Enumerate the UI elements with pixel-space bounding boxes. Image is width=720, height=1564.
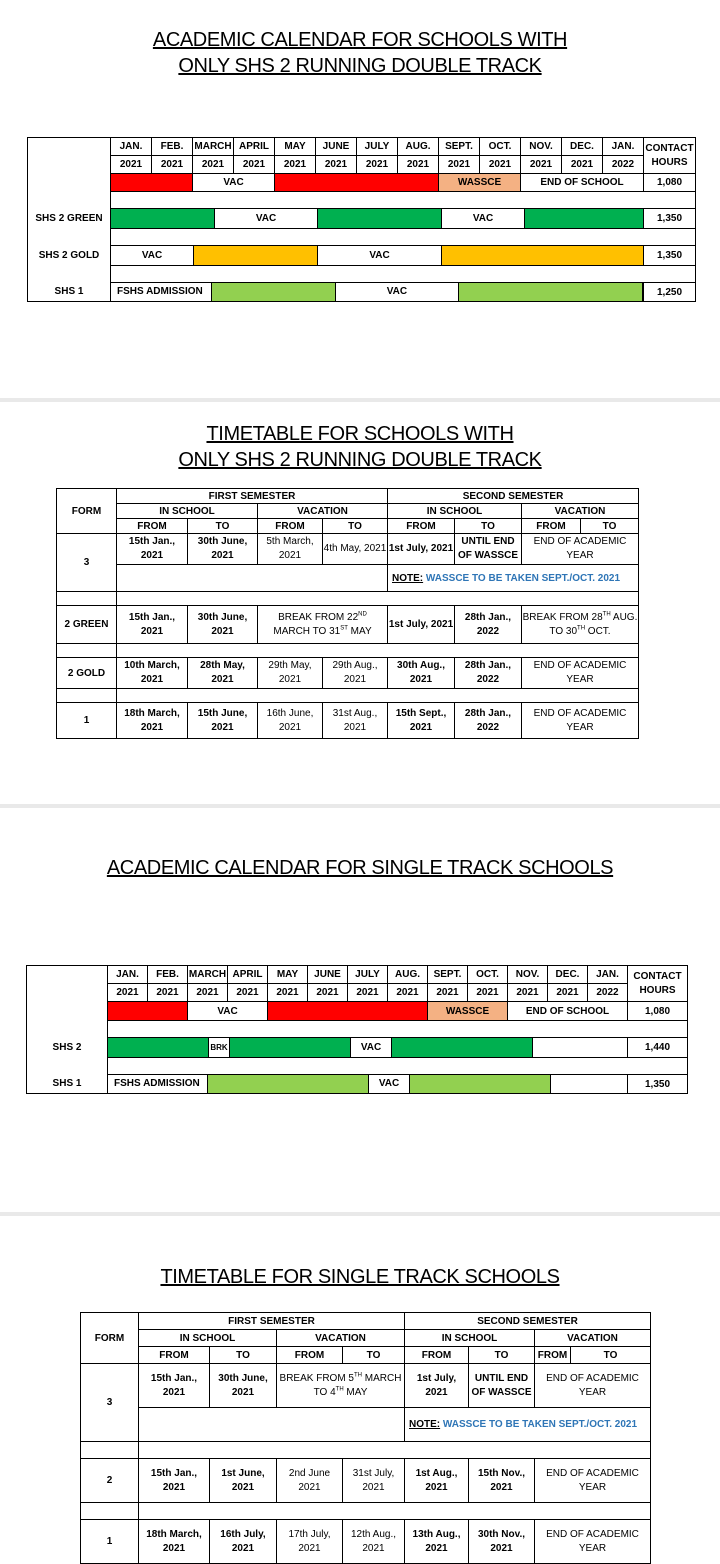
date-cell: 16th June, 2021 <box>258 703 323 739</box>
in-school-header: IN SCHOOL <box>388 504 522 519</box>
term-bar-light-green <box>459 283 643 301</box>
vac-cell: VAC <box>193 174 275 192</box>
break-cell: BREAK FROM 22ND MARCH TO 31ST MAY <box>258 606 388 644</box>
month-header: APRIL <box>228 966 268 984</box>
year-header: 2021 <box>357 156 398 174</box>
year-header: 2021 <box>316 156 357 174</box>
month-header: AUG. <box>388 966 428 984</box>
vacation-header: VACATION <box>277 1330 405 1347</box>
month-header: OCT. <box>468 966 508 984</box>
date-cell: 30th Nov., 2021 <box>469 1520 535 1564</box>
term-bar-green <box>525 209 643 228</box>
month-header: MAY <box>268 966 308 984</box>
form-cell <box>28 229 111 246</box>
first-semester-header: FIRST SEMESTER <box>139 1313 405 1330</box>
term-bar-light-green <box>208 1075 369 1093</box>
month-header: OCT. <box>480 138 521 156</box>
year-header: 2021 <box>468 984 508 1002</box>
date-cell: 15th Jan., 2021 <box>139 1364 210 1408</box>
to-header: TO <box>571 1347 651 1364</box>
date-cell: 2nd June 2021 <box>277 1459 343 1503</box>
month-header: JULY <box>348 966 388 984</box>
year-header: 2021 <box>188 984 228 1002</box>
term-bar-green <box>230 1038 351 1057</box>
calendar-single-track-table <box>26 965 688 1094</box>
empty-cell <box>551 1075 627 1093</box>
timeline-bar-shs2-green <box>111 209 644 229</box>
contact-hours-value: 1,250 <box>644 283 696 302</box>
date-cell: 29th May, 2021 <box>258 658 323 689</box>
form-label: 1 <box>57 703 117 739</box>
year-header: 2021 <box>268 984 308 1002</box>
date-cell: END OF ACADEMIC YEAR <box>535 1364 651 1408</box>
end-of-school-cell: END OF SCHOOL <box>521 174 644 192</box>
form-label: 3 <box>57 534 117 592</box>
form-header: FORM <box>57 489 117 534</box>
form-label: 2 GREEN <box>57 606 117 644</box>
year-header: 2021 <box>428 984 468 1002</box>
date-cell: 28th Jan., 2022 <box>455 703 522 739</box>
admission-cell: FSHS ADMISSION <box>108 1075 208 1093</box>
month-header: FEB. <box>152 138 193 156</box>
note-text: WASSCE TO BE TAKEN SEPT./OCT. 2021 <box>423 572 621 584</box>
spacer-row <box>139 1503 651 1520</box>
month-header: FEB. <box>148 966 188 984</box>
month-header: MARCH <box>188 966 228 984</box>
to-header: TO <box>455 519 522 534</box>
from-header: FROM <box>388 519 455 534</box>
date-cell: END OF ACADEMIC YEAR <box>535 1459 651 1503</box>
month-header: JULY <box>357 138 398 156</box>
vacation-header: VACATION <box>522 504 639 519</box>
month-header: APRIL <box>234 138 275 156</box>
year-header: 2021 <box>111 156 152 174</box>
date-cell: 28th Jan., 2022 <box>455 606 522 644</box>
empty-cell <box>117 565 388 592</box>
term-bar-light-green <box>212 283 335 301</box>
timetable-single-track-table <box>80 1312 651 1564</box>
date-cell: 13th Aug., 2021 <box>405 1520 469 1564</box>
date-cell: 12th Aug., 2021 <box>343 1520 405 1564</box>
year-header: 2021 <box>108 984 148 1002</box>
spacer-cell <box>57 644 117 658</box>
table-corner <box>27 966 108 1021</box>
term-bar-gold <box>194 246 318 265</box>
form-label: SHS 1 <box>28 283 111 302</box>
timetable-single-track-title: TIMETABLE FOR SINGLE TRACK SCHOOLS <box>160 1266 560 1288</box>
from-header: FROM <box>258 519 323 534</box>
to-header: TO <box>469 1347 535 1364</box>
timeline-bar-shs1 <box>108 1075 628 1094</box>
date-cell: END OF ACADEMIC YEAR <box>522 658 639 689</box>
term-bar-green <box>392 1038 533 1057</box>
spacer-row <box>111 229 696 246</box>
year-header: 2021 <box>562 156 603 174</box>
date-cell: 1st July, 2021 <box>405 1364 469 1408</box>
timeline-bar-shs1 <box>111 283 644 302</box>
year-header: 2021 <box>348 984 388 1002</box>
contact-hours-value: 1,080 <box>628 1002 688 1021</box>
date-cell: 18th March, 2021 <box>117 703 188 739</box>
page-divider <box>0 398 720 402</box>
form-cell <box>27 1058 108 1075</box>
timetable-double-track-title-line1: TIMETABLE FOR SCHOOLS WITH <box>206 423 514 445</box>
to-header: TO <box>323 519 388 534</box>
to-header: TO <box>581 519 639 534</box>
date-cell: 15th Jan., 2021 <box>117 606 188 644</box>
vac-cell: VAC <box>111 246 194 265</box>
date-cell: 4th May, 2021 <box>323 534 388 565</box>
year-header: 2021 <box>480 156 521 174</box>
term-bar-red <box>268 1002 428 1021</box>
form-cell <box>28 266 111 283</box>
date-cell: 31st Aug., 2021 <box>323 703 388 739</box>
contact-hours-value: 1,080 <box>644 174 696 192</box>
date-cell: 10th March, 2021 <box>117 658 188 689</box>
date-cell: 28th Jan., 2022 <box>455 658 522 689</box>
date-cell: 15th June, 2021 <box>188 703 258 739</box>
to-header: TO <box>210 1347 277 1364</box>
vac-cell: VAC <box>318 246 442 265</box>
date-cell: 1st Aug., 2021 <box>405 1459 469 1503</box>
timeline-bar-shs2-gold <box>111 246 644 266</box>
contact-hours-value: 1,350 <box>644 246 696 266</box>
spacer-row <box>108 1021 688 1038</box>
from-header: FROM <box>405 1347 469 1364</box>
term-bar-green <box>318 209 442 228</box>
timetable-double-track-title-line2: ONLY SHS 2 RUNNING DOUBLE TRACK <box>178 449 542 471</box>
calendar-single-track-title: ACADEMIC CALENDAR FOR SINGLE TRACK SCHOOLS <box>106 857 614 879</box>
month-header: JAN. <box>111 138 152 156</box>
vacation-header: VACATION <box>535 1330 651 1347</box>
spacer-row <box>111 192 696 209</box>
timetable-double-track-table <box>56 488 639 739</box>
admission-cell: FSHS ADMISSION <box>111 283 212 301</box>
month-header: SEPT. <box>439 138 480 156</box>
in-school-header: IN SCHOOL <box>117 504 258 519</box>
contact-hours-value: 1,440 <box>628 1038 688 1058</box>
year-header: 2021 <box>548 984 588 1002</box>
contact-hours-value: 1,350 <box>628 1075 688 1094</box>
term-bar-green <box>111 209 215 228</box>
from-header: FROM <box>277 1347 343 1364</box>
date-cell: UNTIL END OF WASSCE <box>455 534 522 565</box>
date-cell: 30th June, 2021 <box>188 534 258 565</box>
date-cell: 1st July, 2021 <box>388 606 455 644</box>
spacer-row <box>139 1442 651 1459</box>
year-header: 2021 <box>148 984 188 1002</box>
first-semester-header: FIRST SEMESTER <box>117 489 388 504</box>
date-cell: 28th May, 2021 <box>188 658 258 689</box>
form-label: SHS 2 <box>27 1038 108 1058</box>
year-header: 2022 <box>603 156 644 174</box>
note-text: WASSCE TO BE TAKEN SEPT./OCT. 2021 <box>440 1419 638 1430</box>
vac-cell: VAC <box>369 1075 410 1093</box>
month-header: NOV. <box>521 138 562 156</box>
vac-cell: VAC <box>215 209 318 228</box>
year-header: 2021 <box>193 156 234 174</box>
date-cell: 1st July, 2021 <box>388 534 455 565</box>
month-header: DEC. <box>562 138 603 156</box>
form-label: 3 <box>81 1364 139 1442</box>
term-bar-light-green <box>410 1075 551 1093</box>
end-of-school-cell: END OF SCHOOL <box>508 1002 628 1021</box>
table-corner <box>28 138 111 192</box>
month-header: SEPT. <box>428 966 468 984</box>
form-header: FORM <box>81 1313 139 1364</box>
date-cell: 1st June, 2021 <box>210 1459 277 1503</box>
date-cell: 30th June, 2021 <box>188 606 258 644</box>
spacer-cell <box>81 1442 139 1459</box>
month-header: AUG. <box>398 138 439 156</box>
date-cell: 30th June, 2021 <box>210 1364 277 1408</box>
contact-hours-header: CONTACT HOURS <box>628 966 688 1002</box>
vacation-header: VACATION <box>258 504 388 519</box>
date-cell: 31st July, 2021 <box>343 1459 405 1503</box>
wassce-note <box>388 565 639 592</box>
from-header: FROM <box>535 1347 571 1364</box>
year-header: 2021 <box>388 984 428 1002</box>
date-cell: 18th March, 2021 <box>139 1520 210 1564</box>
spacer-row <box>117 689 639 703</box>
from-header: FROM <box>522 519 581 534</box>
note-label: NOTE: <box>409 1419 441 1430</box>
form-label: 2 <box>81 1459 139 1503</box>
wassce-cell: WASSCE <box>428 1002 508 1021</box>
year-header: 2021 <box>508 984 548 1002</box>
second-semester-header: SECOND SEMESTER <box>405 1313 651 1330</box>
spacer-cell <box>57 592 117 606</box>
year-header: 2021 <box>234 156 275 174</box>
date-cell: 17th July, 2021 <box>277 1520 343 1564</box>
wassce-cell: WASSCE <box>439 174 521 192</box>
date-cell: 5th March, 2021 <box>258 534 323 565</box>
second-semester-header: SECOND SEMESTER <box>388 489 639 504</box>
date-cell: END OF ACADEMIC YEAR <box>522 703 639 739</box>
month-header: JAN. <box>108 966 148 984</box>
break-cell: BRK <box>209 1038 230 1057</box>
month-header: JUNE <box>316 138 357 156</box>
to-header: TO <box>343 1347 405 1364</box>
year-header: 2021 <box>308 984 348 1002</box>
vac-cell: VAC <box>336 283 459 301</box>
note-label: NOTE: <box>392 572 424 584</box>
month-header: MARCH <box>193 138 234 156</box>
term-bar-green <box>108 1038 209 1057</box>
spacer-row <box>111 266 696 283</box>
month-header: JAN. <box>603 138 644 156</box>
from-header: FROM <box>139 1347 210 1364</box>
date-cell: 15th Jan., 2021 <box>117 534 188 565</box>
from-header: FROM <box>117 519 188 534</box>
empty-cell <box>139 1408 405 1442</box>
month-header: MAY <box>275 138 316 156</box>
form-label: SHS 1 <box>27 1075 108 1094</box>
term-bar-red <box>108 1002 188 1021</box>
term-bar-gold <box>442 246 643 265</box>
form-label: 2 GOLD <box>57 658 117 689</box>
calendar-double-track-title-line2: ONLY SHS 2 RUNNING DOUBLE TRACK <box>178 55 542 77</box>
date-cell: 15th Sept., 2021 <box>388 703 455 739</box>
date-cell: UNTIL END OF WASSCE <box>469 1364 535 1408</box>
page-divider <box>0 804 720 808</box>
contact-hours-header: CONTACT HOURS <box>644 138 696 174</box>
date-cell: END OF ACADEMIC YEAR <box>522 534 639 565</box>
spacer-cell <box>57 689 117 703</box>
month-header: JUNE <box>308 966 348 984</box>
spacer-row <box>117 592 639 606</box>
in-school-header: IN SCHOOL <box>405 1330 535 1347</box>
wassce-note <box>405 1408 651 1442</box>
year-header: 2021 <box>398 156 439 174</box>
month-header: NOV. <box>508 966 548 984</box>
spacer-row <box>108 1058 688 1075</box>
calendar-double-track-table <box>27 137 696 302</box>
date-cell: 29th Aug., 2021 <box>323 658 388 689</box>
form-label: 1 <box>81 1520 139 1564</box>
term-bar-red <box>111 174 193 192</box>
year-header: 2021 <box>275 156 316 174</box>
year-header: 2021 <box>228 984 268 1002</box>
form-label: SHS 2 GOLD <box>28 246 111 266</box>
spacer-row <box>117 644 639 658</box>
to-header: TO <box>188 519 258 534</box>
date-cell: 30th Aug., 2021 <box>388 658 455 689</box>
month-header: DEC. <box>548 966 588 984</box>
break-cell: BREAK FROM 5TH MARCH TO 4TH MAY <box>277 1364 405 1408</box>
spacer-cell <box>81 1503 139 1520</box>
in-school-header: IN SCHOOL <box>139 1330 277 1347</box>
contact-hours-value: 1,350 <box>644 209 696 229</box>
year-header: 2022 <box>588 984 628 1002</box>
timeline-bar-shs2 <box>108 1038 628 1058</box>
empty-cell <box>533 1038 627 1057</box>
break-cell: BREAK FROM 28TH AUG. TO 30TH OCT. <box>522 606 639 644</box>
date-cell: 15th Jan., 2021 <box>139 1459 210 1503</box>
vac-cell: VAC <box>351 1038 392 1057</box>
calendar-double-track-title-line1: ACADEMIC CALENDAR FOR SCHOOLS WITH <box>152 29 568 51</box>
form-label: SHS 2 GREEN <box>28 209 111 229</box>
form-cell <box>28 192 111 209</box>
year-header: 2021 <box>521 156 562 174</box>
vac-cell: VAC <box>442 209 525 228</box>
date-cell: END OF ACADEMIC YEAR <box>535 1520 651 1564</box>
date-cell: 15th Nov., 2021 <box>469 1459 535 1503</box>
date-cell: 16th July, 2021 <box>210 1520 277 1564</box>
term-bar-red <box>275 174 439 192</box>
year-header: 2021 <box>439 156 480 174</box>
month-header: JAN. <box>588 966 628 984</box>
form-cell <box>27 1021 108 1038</box>
vac-cell: VAC <box>188 1002 268 1021</box>
year-header: 2021 <box>152 156 193 174</box>
page-divider <box>0 1212 720 1216</box>
